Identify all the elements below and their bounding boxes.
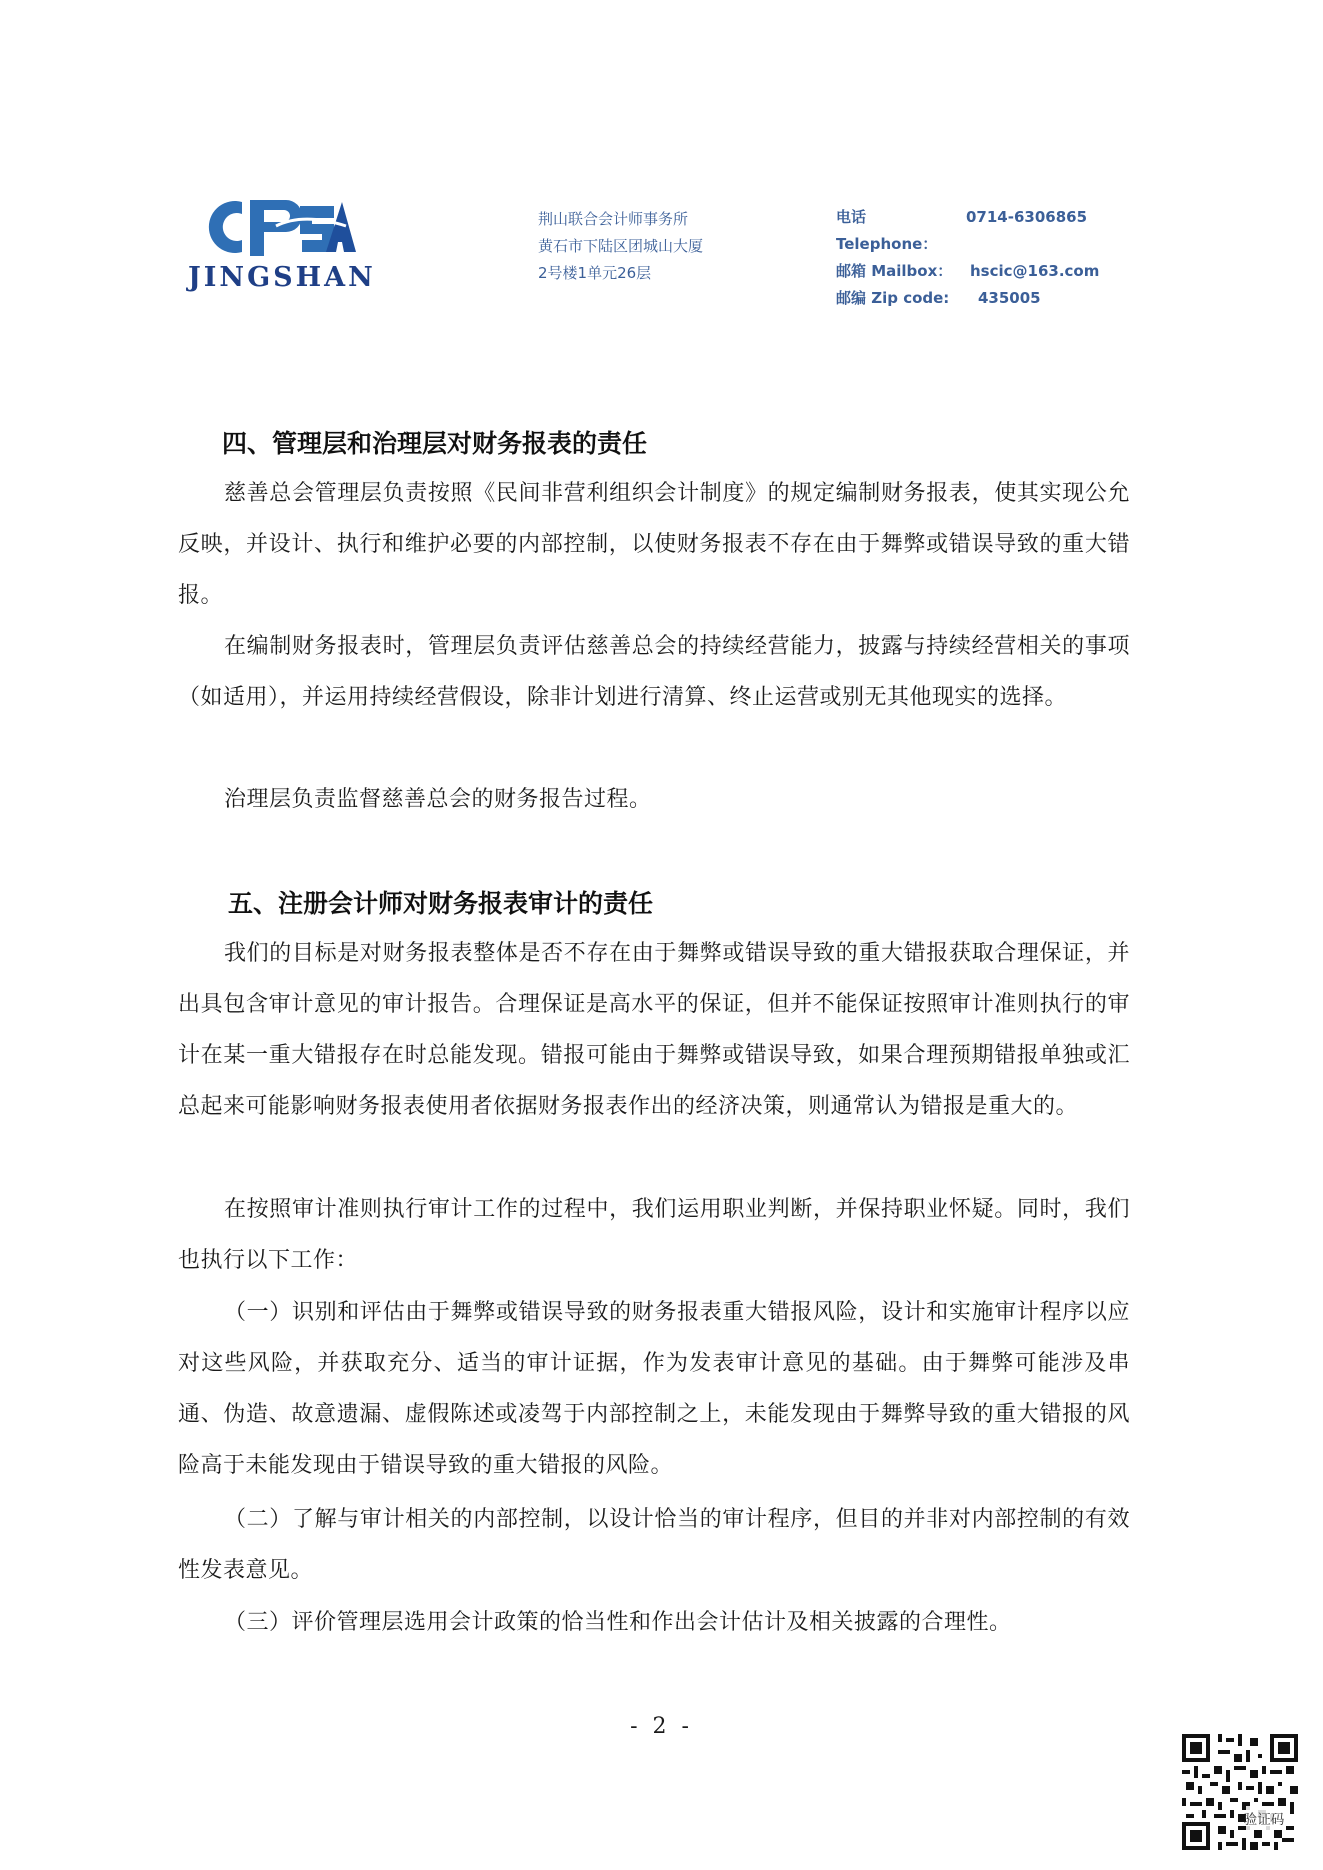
- address-line: 2号楼1单元26层: [538, 264, 652, 282]
- qr-code-icon: [1182, 1734, 1298, 1850]
- contact-label: 邮编 Zip code:: [836, 289, 950, 307]
- paragraph: （三）评价管理层选用会计政策的恰当性和作出会计估计及相关披露的合理性。: [224, 1610, 1012, 1635]
- contact-row-telephone: [836, 204, 1099, 258]
- contact-value: 435005: [978, 289, 1041, 307]
- firm-logo: [188, 196, 388, 296]
- contact-row-mailbox: [836, 258, 1099, 285]
- firm-contacts: [836, 204, 1099, 312]
- contact-label: 邮箱 Mailbox：: [836, 262, 953, 280]
- section-heading: 四、管理层和治理层对财务报表的责任: [222, 429, 648, 458]
- cpa-logo-mark-icon: [206, 196, 356, 258]
- contact-value: hscic@163.com: [970, 262, 1100, 280]
- qr-stamp-text: 验证码: [1243, 1812, 1285, 1828]
- contact-label: 电话 Telephone：: [836, 208, 938, 253]
- paragraph: （二）了解与审计相关的内部控制，以设计恰当的审计程序，但目的并非对内部控制的有效性发表意见。: [178, 1507, 1130, 1583]
- section-heading: 五、注册会计师对财务报表审计的责任: [228, 889, 654, 918]
- paragraph: 慈善总会管理层负责按照《民间非营利组织会计制度》的规定编制财务报表，使其实现公允反映，并设计、执行和维护必要的内部控制，以使财务报表不存在由于舞弊或错误导致的重大错报。: [178, 481, 1130, 608]
- paragraph: 治理层负责监督慈善总会的财务报告过程。: [224, 787, 652, 812]
- page-number: - 2 -: [630, 1714, 693, 1739]
- paragraph: 在编制财务报表时，管理层负责评估慈善总会的持续经营能力，披露与持续经营相关的事项（如适用），并运用持续经营假设，除非计划进行清算、终止运营或别无其他现实的选择。: [178, 634, 1130, 710]
- address-line: 荆山联合会计师事务所: [538, 210, 689, 228]
- paragraph: （一）识别和评估由于舞弊或错误导致的财务报表重大错报风险，设计和实施审计程序以应对这些风险，并获取充分、适当的审计证据，作为发表审计意见的基础。由于舞弊可能涉及串通、伪造、故意遗漏、虚假陈述或凌驾于内部控制之上，未能发现由于舞弊导致的重大错报的风险高于未能发现由于错误导致的重大错报的风险。: [178, 1300, 1130, 1478]
- paragraph: 我们的目标是对财务报表整体是否不存在由于舞弊或错误导致的重大错报获取合理保证，并出具包含审计意见的审计报告。合理保证是高水平的保证，但并不能保证按照审计准则执行的审计在某一重大错报存在时总能发现。错报可能由于舞弊或错误导致，如果合理预期错报单独或汇总起来可能影响财务报表使用者依据财务报表作出的经济决策，则通常认为错报是重大的。: [178, 941, 1130, 1119]
- address-line: 黄石市下陆区团城山大厦: [538, 237, 704, 255]
- contact-value: 0714-6306865: [966, 208, 1088, 226]
- logo-text: JINGSHAN: [188, 262, 376, 293]
- firm-address: [538, 206, 703, 287]
- contact-row-zip: [836, 285, 1099, 312]
- paragraph: 在按照审计准则执行审计工作的过程中，我们运用职业判断，并保持职业怀疑。同时，我们也执行以下工作：: [178, 1197, 1130, 1273]
